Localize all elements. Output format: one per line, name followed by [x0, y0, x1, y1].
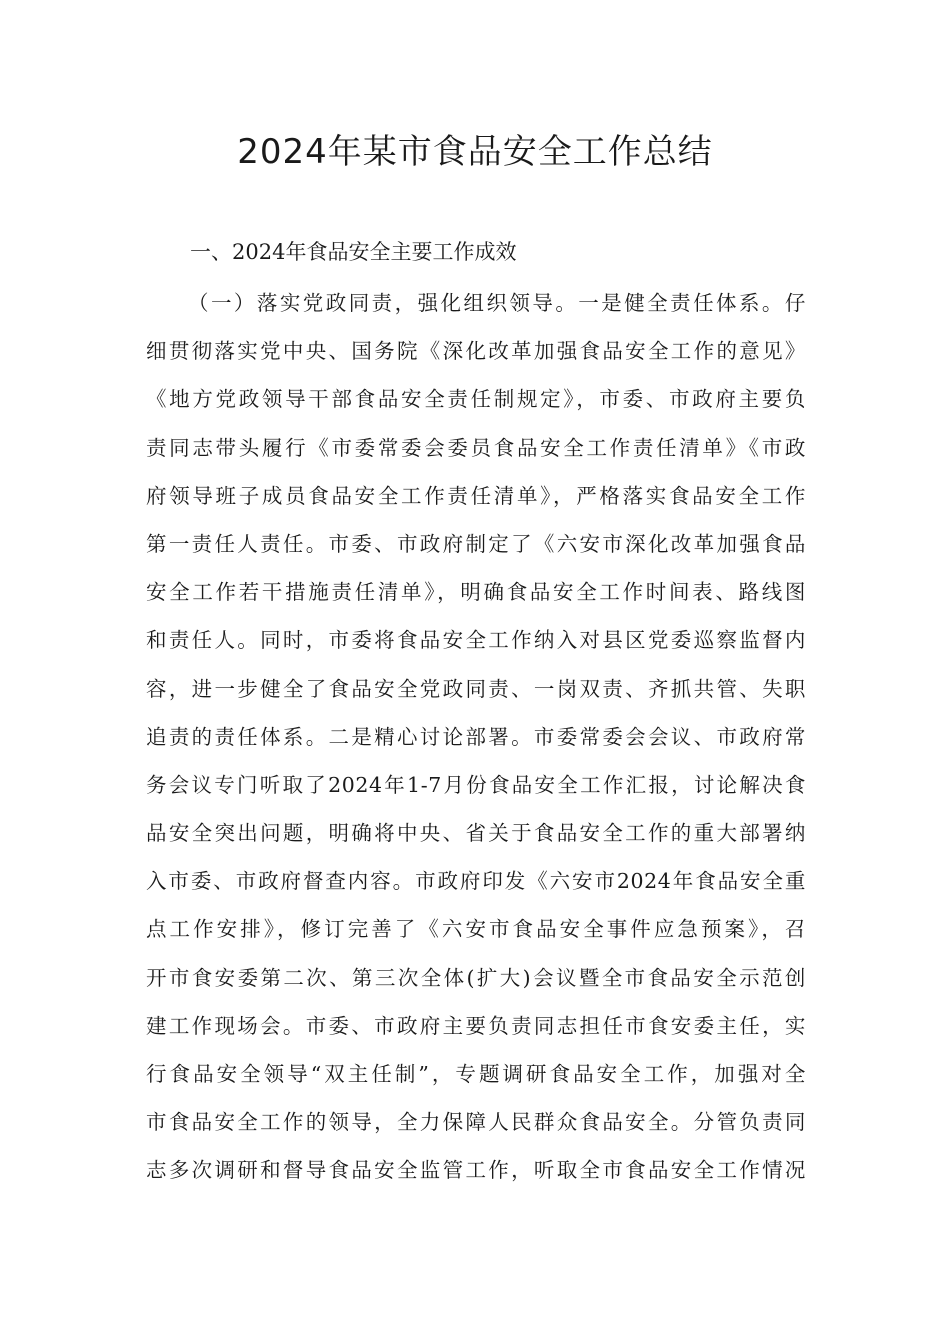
paragraph-line: 《地方党政领导干部食品安全责任制规定》，市委、市政府主要负 — [146, 387, 806, 412]
paragraph-line: （一）落实党政同责，强化组织领导。一是健全责任体系。仔 — [188, 291, 806, 315]
body-paragraph — [146, 284, 806, 1200]
section-heading: 一、2024年食品安全主要工作成效 — [190, 240, 517, 264]
paragraph-line: 开市食安委第二次、第三次全体(扩大)会议暨全市食品安全示范创 — [146, 965, 806, 990]
paragraph-line: 容，进一步健全了食品安全党政同责、一岗双责、齐抓共管、失职 — [146, 676, 806, 701]
paragraph-line: 府领导班子成员食品安全工作责任清单》，严格落实食品安全工作 — [146, 483, 806, 508]
paragraph-line: 入市委、市政府督查内容。市政府印发《六安市2024年食品安全重 — [146, 869, 806, 894]
paragraph-line: 品安全突出问题，明确将中央、省关于食品安全工作的重大部署纳 — [146, 821, 806, 846]
paragraph-line: 行食品安全领导“双主任制”，专题调研食品安全工作，加强对全 — [146, 1062, 806, 1086]
paragraph-line: 务会议专门听取了2024年1-7月份食品安全工作汇报，讨论解决食 — [146, 772, 806, 797]
paragraph-line: 和责任人。同时，市委将食品安全工作纳入对县区党委巡察监督内 — [146, 628, 806, 653]
paragraph-line: 志多次调研和督导食品安全监管工作，听取全市食品安全工作情况 — [146, 1158, 806, 1183]
paragraph-line: 追责的责任体系。二是精心讨论部署。市委常委会会议、市政府常 — [146, 724, 806, 749]
paragraph-line: 责同志带头履行《市委常委会委员食品安全工作责任清单》《市政 — [146, 435, 806, 460]
paragraph-line: 细贯彻落实党中央、国务院《深化改革加强食品安全工作的意见》 — [146, 339, 806, 364]
document-title: 2024年某市食品安全工作总结 — [237, 132, 713, 172]
paragraph-line: 市食品安全工作的领导，全力保障人民群众食品安全。分管负责同 — [146, 1110, 806, 1135]
paragraph-line: 安全工作若干措施责任清单》，明确食品安全工作时间表、路线图 — [146, 580, 806, 605]
paragraph-line: 建工作现场会。市委、市政府主要负责同志担任市食安委主任，实 — [146, 1013, 806, 1038]
paragraph-line: 点工作安排》，修订完善了《六安市食品安全事件应急预案》，召 — [146, 917, 806, 942]
paragraph-line: 第一责任人责任。市委、市政府制定了《六安市深化改革加强食品 — [146, 531, 806, 556]
